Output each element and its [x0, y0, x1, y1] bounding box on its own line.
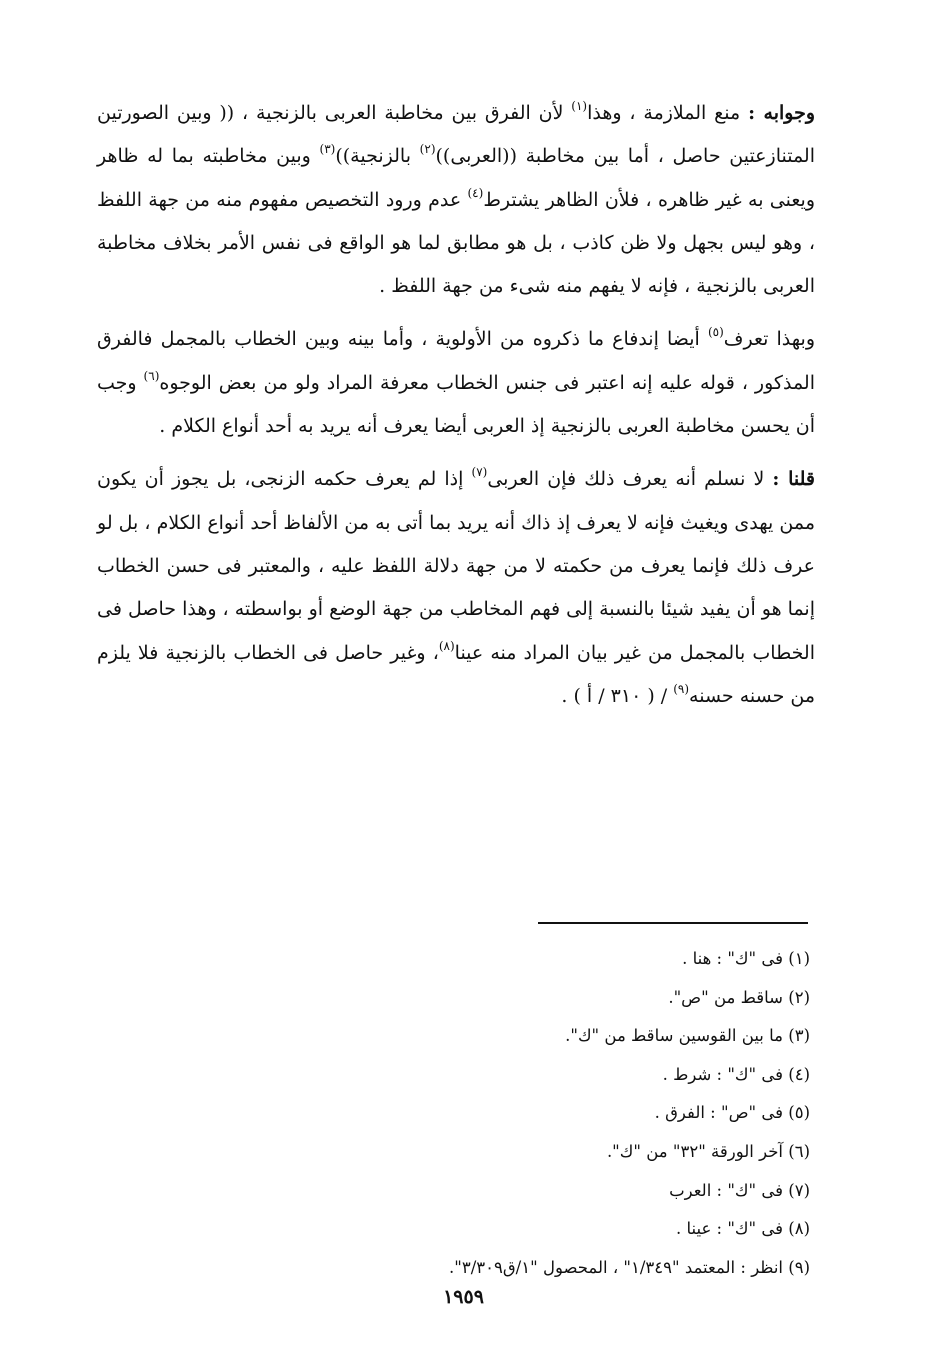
text-segment: إذا لم يعرف حكمه الزنجى، بل يجوز أن يكون ممن يهدى ويغيث فإنه لا يعرف إذ ذاك أنه يريد بما أتى به من الألفاظ أحد أنواع الكلام ، بل لو عرف ذلك فإنما يعرف من حكمته لا من جهة دلالة اللفظ عليه ، والمعتبر فى حسن الخطاب إنما هو أن يفيد شيئا بالنسبة إلى فهم المخاطب من جهة الوضع أو بواسطته ، وهذا حاصل فى الخطاب بالمجمل من غير بيان المراد منه عينا [97, 468, 815, 664]
text-segment: لأن الفرق بين مخاطبة العربى بالزنجية ، (( وبين الصورتين المتنازعتين حاصل ، أما بين مخاطبة ((العربى)) [97, 102, 815, 168]
footnote-item: (٢) ساقط من "ص". [668, 987, 810, 1007]
main-text [97, 92, 815, 728]
text-segment: بالزنجية)) [335, 145, 420, 168]
paragraph-lead: قلنا : [772, 468, 815, 491]
footnote-ref: (٨) [438, 638, 455, 653]
footnote-item: (٧) فى "ك" : العرب [669, 1180, 810, 1200]
text-segment: لا نسلم أنه يعرف ذلك فإن العربى [487, 468, 773, 491]
footnote-item: (٩) انظر : المعتمد "١/٣٤٩" ، المحصول "١/ق٣/٣٠٩". [449, 1257, 810, 1277]
text-segment: وبين مخاطبته بما له ظاهر ويعنى به غير ظاهره ، فلأن الظاهر يشترط [97, 145, 815, 211]
footnote-ref: (٩) [673, 681, 690, 696]
footnote-divider [538, 922, 808, 924]
footnote-ref: (٤) [467, 185, 484, 200]
footnote-ref: (٧) [471, 465, 488, 480]
footnote-ref: (٦) [143, 368, 160, 383]
footnotes-list [97, 940, 810, 1287]
footnote-item: (٨) فى "ك" : عينا . [675, 1219, 810, 1239]
text-segment: وجب أن يحسن مخاطبة العربى بالزنجية إذ العربى أيضا يعرف أنه يريد به أحد أنواع الكلام . [97, 371, 815, 438]
paragraph-lead: وجوابه : [748, 102, 815, 124]
footnote-ref: (٣) [319, 142, 336, 157]
body-paragraph [97, 458, 815, 718]
footnote-ref: (٢) [419, 142, 436, 157]
page-number: ١٩٥٩ [443, 1286, 484, 1308]
footnote-ref: (١) [571, 99, 588, 113]
body-paragraph [97, 92, 815, 308]
footnote-item: (٣) ما بين القوسين ساقط من "ك". [565, 1026, 810, 1046]
footnote-item: (٤) فى "ك" : شرط . [662, 1064, 810, 1084]
text-segment: منع الملازمة ، وهذا [587, 102, 749, 124]
footnote-item: (٦) آخر الورقة "٣٢" من "ك". [606, 1141, 810, 1161]
footnote-item: (١) فى "ك" : هنا . [682, 949, 810, 968]
text-segment: أيضا إندفاع ما ذكروه من الأولوية ، وأما بينه وبين الخطاب بالمجمل فالفرق المذكور ، قوله عليه إنه اعتبر فى جنس الخطاب معرفة المراد ولو من بعض الوجوه [97, 328, 815, 394]
footnote-item: (٥) فى "ص" : الفرق . [654, 1103, 810, 1123]
text-segment: عدم ورود التخصيص مفهوم منه من جهة اللفظ ، وهو ليس بجهل ولا ظن كاذب ، بل هو مطابق لما هو الواقع فى نفس الأمر بخلاف مخاطبة العربى بالزنجية ، فإنه لا يفهم منه شىء من جهة اللفظ . [97, 188, 815, 298]
text-segment: ، وغير حاصل فى الخطاب بالزنجية فلا يلزم من حسنه حسنه [97, 641, 815, 707]
footnote-ref: (٥) [707, 325, 724, 340]
body-paragraph [97, 318, 815, 448]
text-segment: / ( ٣١٠ / أ ) . [561, 684, 674, 707]
text-segment: وبهذا تعرف [723, 328, 815, 351]
